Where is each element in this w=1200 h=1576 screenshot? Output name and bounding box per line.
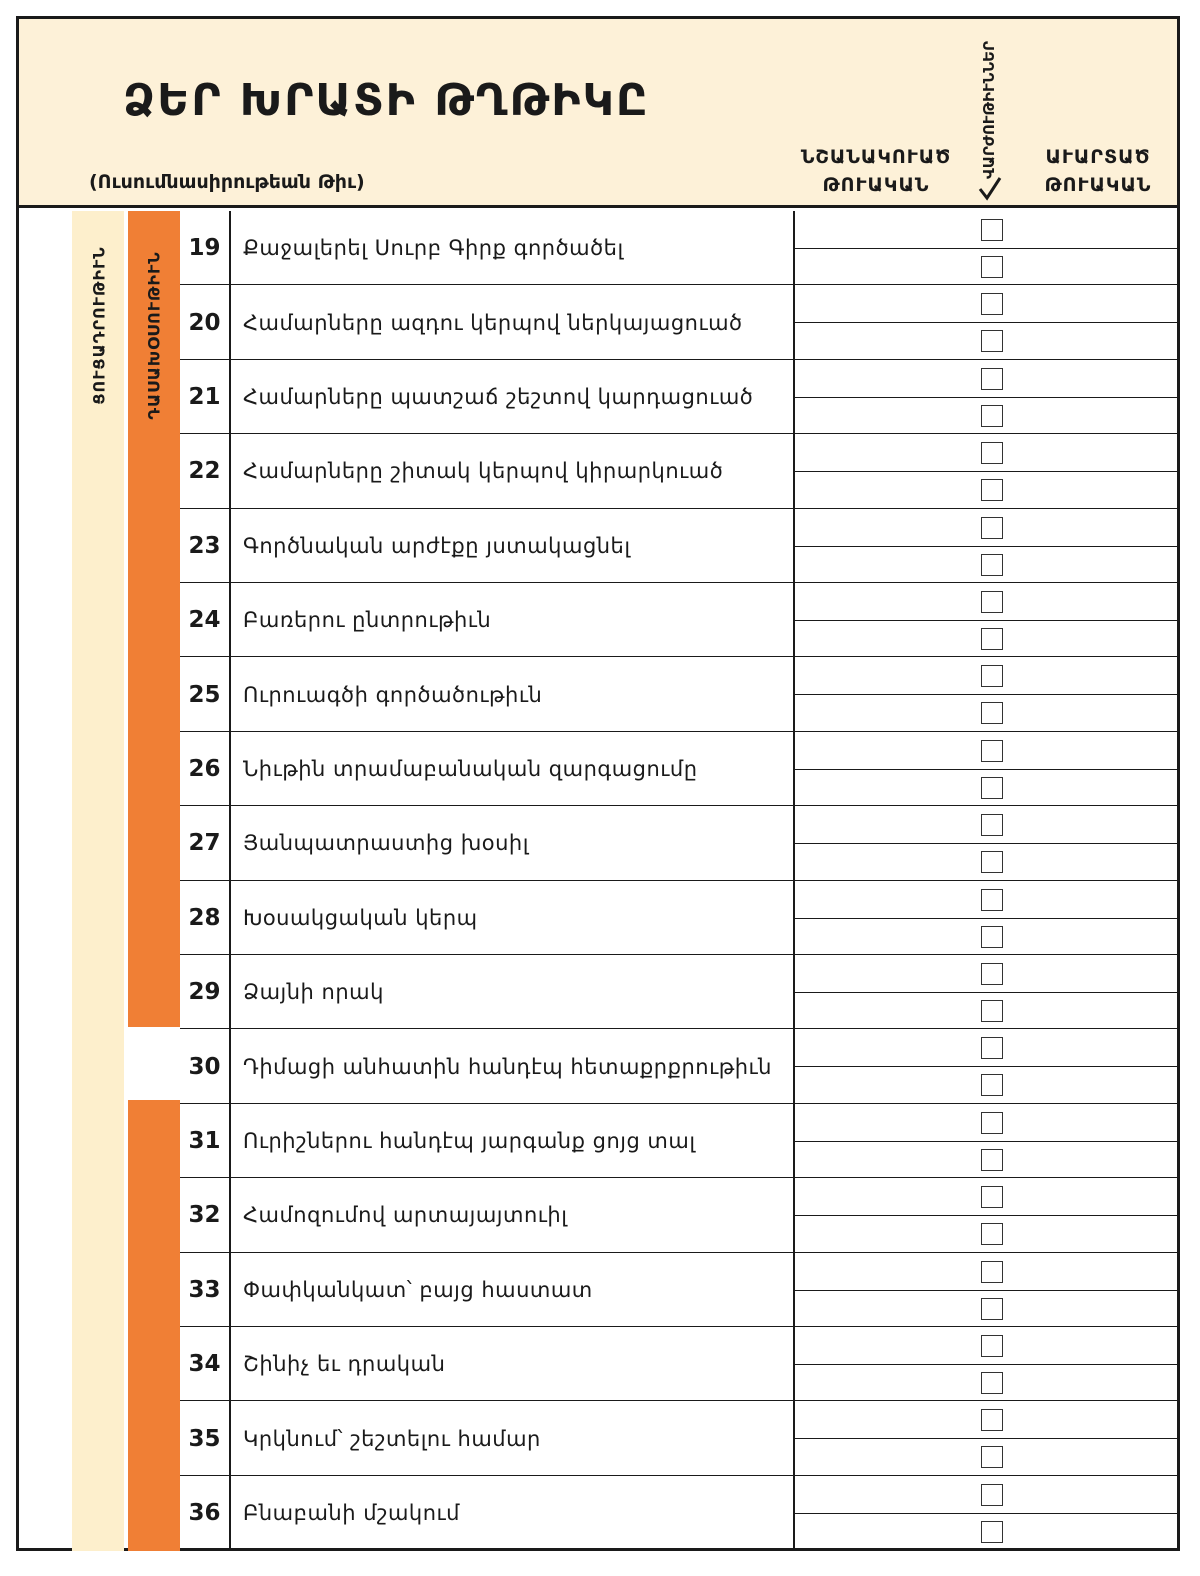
counsel-point-label: Բառերու ընտրութիւն (243, 608, 492, 633)
counsel-point-number: 24 (180, 583, 231, 657)
exercise-checkbox[interactable] (981, 963, 1003, 985)
counsel-point-number: 23 (180, 509, 231, 583)
table-row (180, 881, 1177, 955)
exercise-checkbox[interactable] (981, 1186, 1003, 1208)
counsel-point-number: 36 (180, 1476, 231, 1550)
row-divider-mid (795, 1141, 1177, 1142)
counsel-point-label: Համոզումով արտայայտուիլ (243, 1203, 568, 1228)
counsel-point-label: Համարները պատշաճ շեշտով կարդացուած (243, 384, 754, 409)
counsel-point-label: Համարները ազդու կերպով ներկայացուած (243, 310, 743, 335)
exercise-checkbox[interactable] (981, 628, 1003, 650)
exercise-checkbox[interactable] (981, 814, 1003, 836)
counsel-point-label: Փափկանկատ՝ բայց հաստատ (243, 1277, 593, 1302)
exercise-checkbox[interactable] (981, 1000, 1003, 1022)
exercise-checkbox[interactable] (981, 405, 1003, 427)
exercise-checkbox[interactable] (981, 554, 1003, 576)
row-divider-mid (795, 620, 1177, 621)
talk-section-band-lower (128, 1100, 180, 1551)
exercise-checkbox[interactable] (981, 1409, 1003, 1431)
counsel-point-number: 20 (180, 285, 231, 359)
counsel-point-label: Ուրուագծի գործածութիւն (243, 682, 543, 707)
table-row (180, 1029, 1177, 1103)
counsel-point-number: 26 (180, 732, 231, 806)
exercise-checkbox[interactable] (981, 591, 1003, 613)
table-row (180, 732, 1177, 806)
exercise-checkbox[interactable] (981, 1149, 1003, 1171)
exercise-checkbox[interactable] (981, 1298, 1003, 1320)
counsel-point-number: 21 (180, 360, 231, 434)
exercise-checkbox[interactable] (981, 1223, 1003, 1245)
exercise-checkbox[interactable] (981, 330, 1003, 352)
counsel-point-number: 27 (180, 806, 231, 880)
row-divider-mid (795, 1066, 1177, 1067)
counsel-point-number: 28 (180, 881, 231, 955)
row-divider-mid (795, 1215, 1177, 1216)
row-divider-mid (795, 1290, 1177, 1291)
exercise-checkbox[interactable] (981, 1112, 1003, 1134)
counsel-point-number: 22 (180, 434, 231, 508)
counsel-point-number: 35 (180, 1401, 231, 1475)
table-row (180, 955, 1177, 1029)
table-row (180, 1178, 1177, 1252)
reading-section-label: ՑՈՒՑԱԴՐՈՒԹԻՒՆ (89, 246, 109, 405)
exercise-checkbox[interactable] (981, 851, 1003, 873)
row-divider-mid (795, 992, 1177, 993)
table-row (180, 583, 1177, 657)
counsel-point-number: 34 (180, 1327, 231, 1401)
table-row (180, 360, 1177, 434)
exercise-checkbox[interactable] (981, 665, 1003, 687)
column-header-assigned-line2: ԹՈՒԱԿԱՆ (822, 174, 930, 196)
counsel-point-label: Դիմացի անհատին հանդէպ հետաքրքրութիւն (243, 1054, 772, 1079)
exercise-checkbox[interactable] (981, 219, 1003, 241)
row-divider-mid (795, 843, 1177, 844)
row-divider-mid (795, 1364, 1177, 1365)
table-row (180, 806, 1177, 880)
table-row (180, 285, 1177, 359)
counsel-point-label: Խօսակցական կերպ (243, 905, 478, 930)
form-title: ՁԵՐ ԽՐԱՏԻ ԹՂԹԻԿԸ (123, 75, 650, 126)
row-divider-mid (795, 471, 1177, 472)
talk-section-label: ԴԱՍԱԽՕՍՈՒԹԻՒՆ (144, 251, 164, 420)
exercise-checkbox[interactable] (981, 889, 1003, 911)
column-header-assigned-line1: ՆՇԱՆԱԿՈՒԱԾ (800, 146, 952, 168)
checkmark-icon (978, 175, 1002, 201)
reading-section-band (72, 211, 124, 1551)
counsel-point-label: Ուրիշներու հանդէպ յարգանք ցոյց տալ (243, 1128, 696, 1153)
exercise-checkbox[interactable] (981, 1446, 1003, 1468)
exercise-checkbox[interactable] (981, 1372, 1003, 1394)
column-header-completed-line2: ԹՈՒԱԿԱՆ (1044, 174, 1152, 196)
exercise-checkbox[interactable] (981, 368, 1003, 390)
table-row (180, 434, 1177, 508)
row-divider-mid (795, 1513, 1177, 1514)
exercise-checkbox[interactable] (981, 479, 1003, 501)
counsel-point-label: Համարները շիտակ կերպով կիրարկուած (243, 459, 724, 484)
table-row (180, 211, 1177, 285)
table-row (180, 1104, 1177, 1178)
row-divider-mid (795, 248, 1177, 249)
exercise-checkbox[interactable] (981, 740, 1003, 762)
column-header-completed-date (1019, 143, 1177, 199)
table-row (180, 1476, 1177, 1550)
table-row (180, 657, 1177, 731)
exercise-checkbox[interactable] (981, 293, 1003, 315)
row-divider-mid (795, 322, 1177, 323)
counsel-point-number: 31 (180, 1104, 231, 1178)
counsel-point-label: Գործնական արժէքը յստակացնել (243, 533, 631, 558)
counsel-point-label: Բնաբանի մշակում (243, 1500, 460, 1525)
counsel-point-number: 32 (180, 1178, 231, 1252)
exercise-checkbox[interactable] (981, 442, 1003, 464)
exercise-checkbox[interactable] (981, 702, 1003, 724)
counsel-point-label: Քաջալերել Սուրբ Գիրք գործածել (243, 236, 624, 261)
row-divider-mid (795, 918, 1177, 919)
exercise-checkbox[interactable] (981, 1335, 1003, 1357)
counsel-point-number: 30 (180, 1029, 231, 1103)
column-header-completed-line1: ԱՒԱՐՏԱԾ (1045, 146, 1151, 168)
exercise-checkbox[interactable] (981, 1261, 1003, 1283)
exercise-checkbox[interactable] (981, 256, 1003, 278)
counsel-point-label: Ձայնի որակ (243, 980, 384, 1005)
table-row (180, 1401, 1177, 1475)
exercise-checkbox[interactable] (981, 777, 1003, 799)
counsel-point-label: Կրկնում՝ շեշտելու համար (243, 1426, 541, 1451)
row-divider-mid (795, 1438, 1177, 1439)
column-header-assigned-date (791, 143, 961, 199)
row-divider-mid (795, 397, 1177, 398)
row-divider-mid (795, 694, 1177, 695)
counsel-point-number: 25 (180, 657, 231, 731)
counsel-point-number: 29 (180, 955, 231, 1029)
row-divider-mid (795, 769, 1177, 770)
counsel-point-label: Նիւթին տրամաբանական զարգացումը (243, 756, 698, 781)
counsel-point-label: Յանպատրաստից խօսիլ (243, 831, 529, 856)
counsel-point-label: Շինիչ եւ դրական (243, 1352, 446, 1377)
row-divider-mid (795, 546, 1177, 547)
exercise-checkbox[interactable] (981, 517, 1003, 539)
talk-section-band (128, 211, 180, 1027)
table-row (180, 509, 1177, 583)
exercise-checkbox[interactable] (981, 1521, 1003, 1543)
column-header-exercises (974, 25, 1004, 201)
counsel-point-number: 33 (180, 1253, 231, 1327)
form-header (19, 19, 1177, 208)
exercise-checkbox[interactable] (981, 1037, 1003, 1059)
exercise-checkbox[interactable] (981, 1074, 1003, 1096)
table-row (180, 1253, 1177, 1327)
exercise-checkbox[interactable] (981, 1484, 1003, 1506)
counsel-point-number: 19 (180, 211, 231, 285)
table-row (180, 1327, 1177, 1401)
counsel-form (16, 16, 1180, 1551)
column-header-exercises-label: ՎԱՐԺՈՒԹԻՒՆՆԵՐ (980, 41, 998, 179)
study-number-label: (Ուսումնասիրութեան Թիւ) (89, 171, 365, 193)
exercise-checkbox[interactable] (981, 926, 1003, 948)
